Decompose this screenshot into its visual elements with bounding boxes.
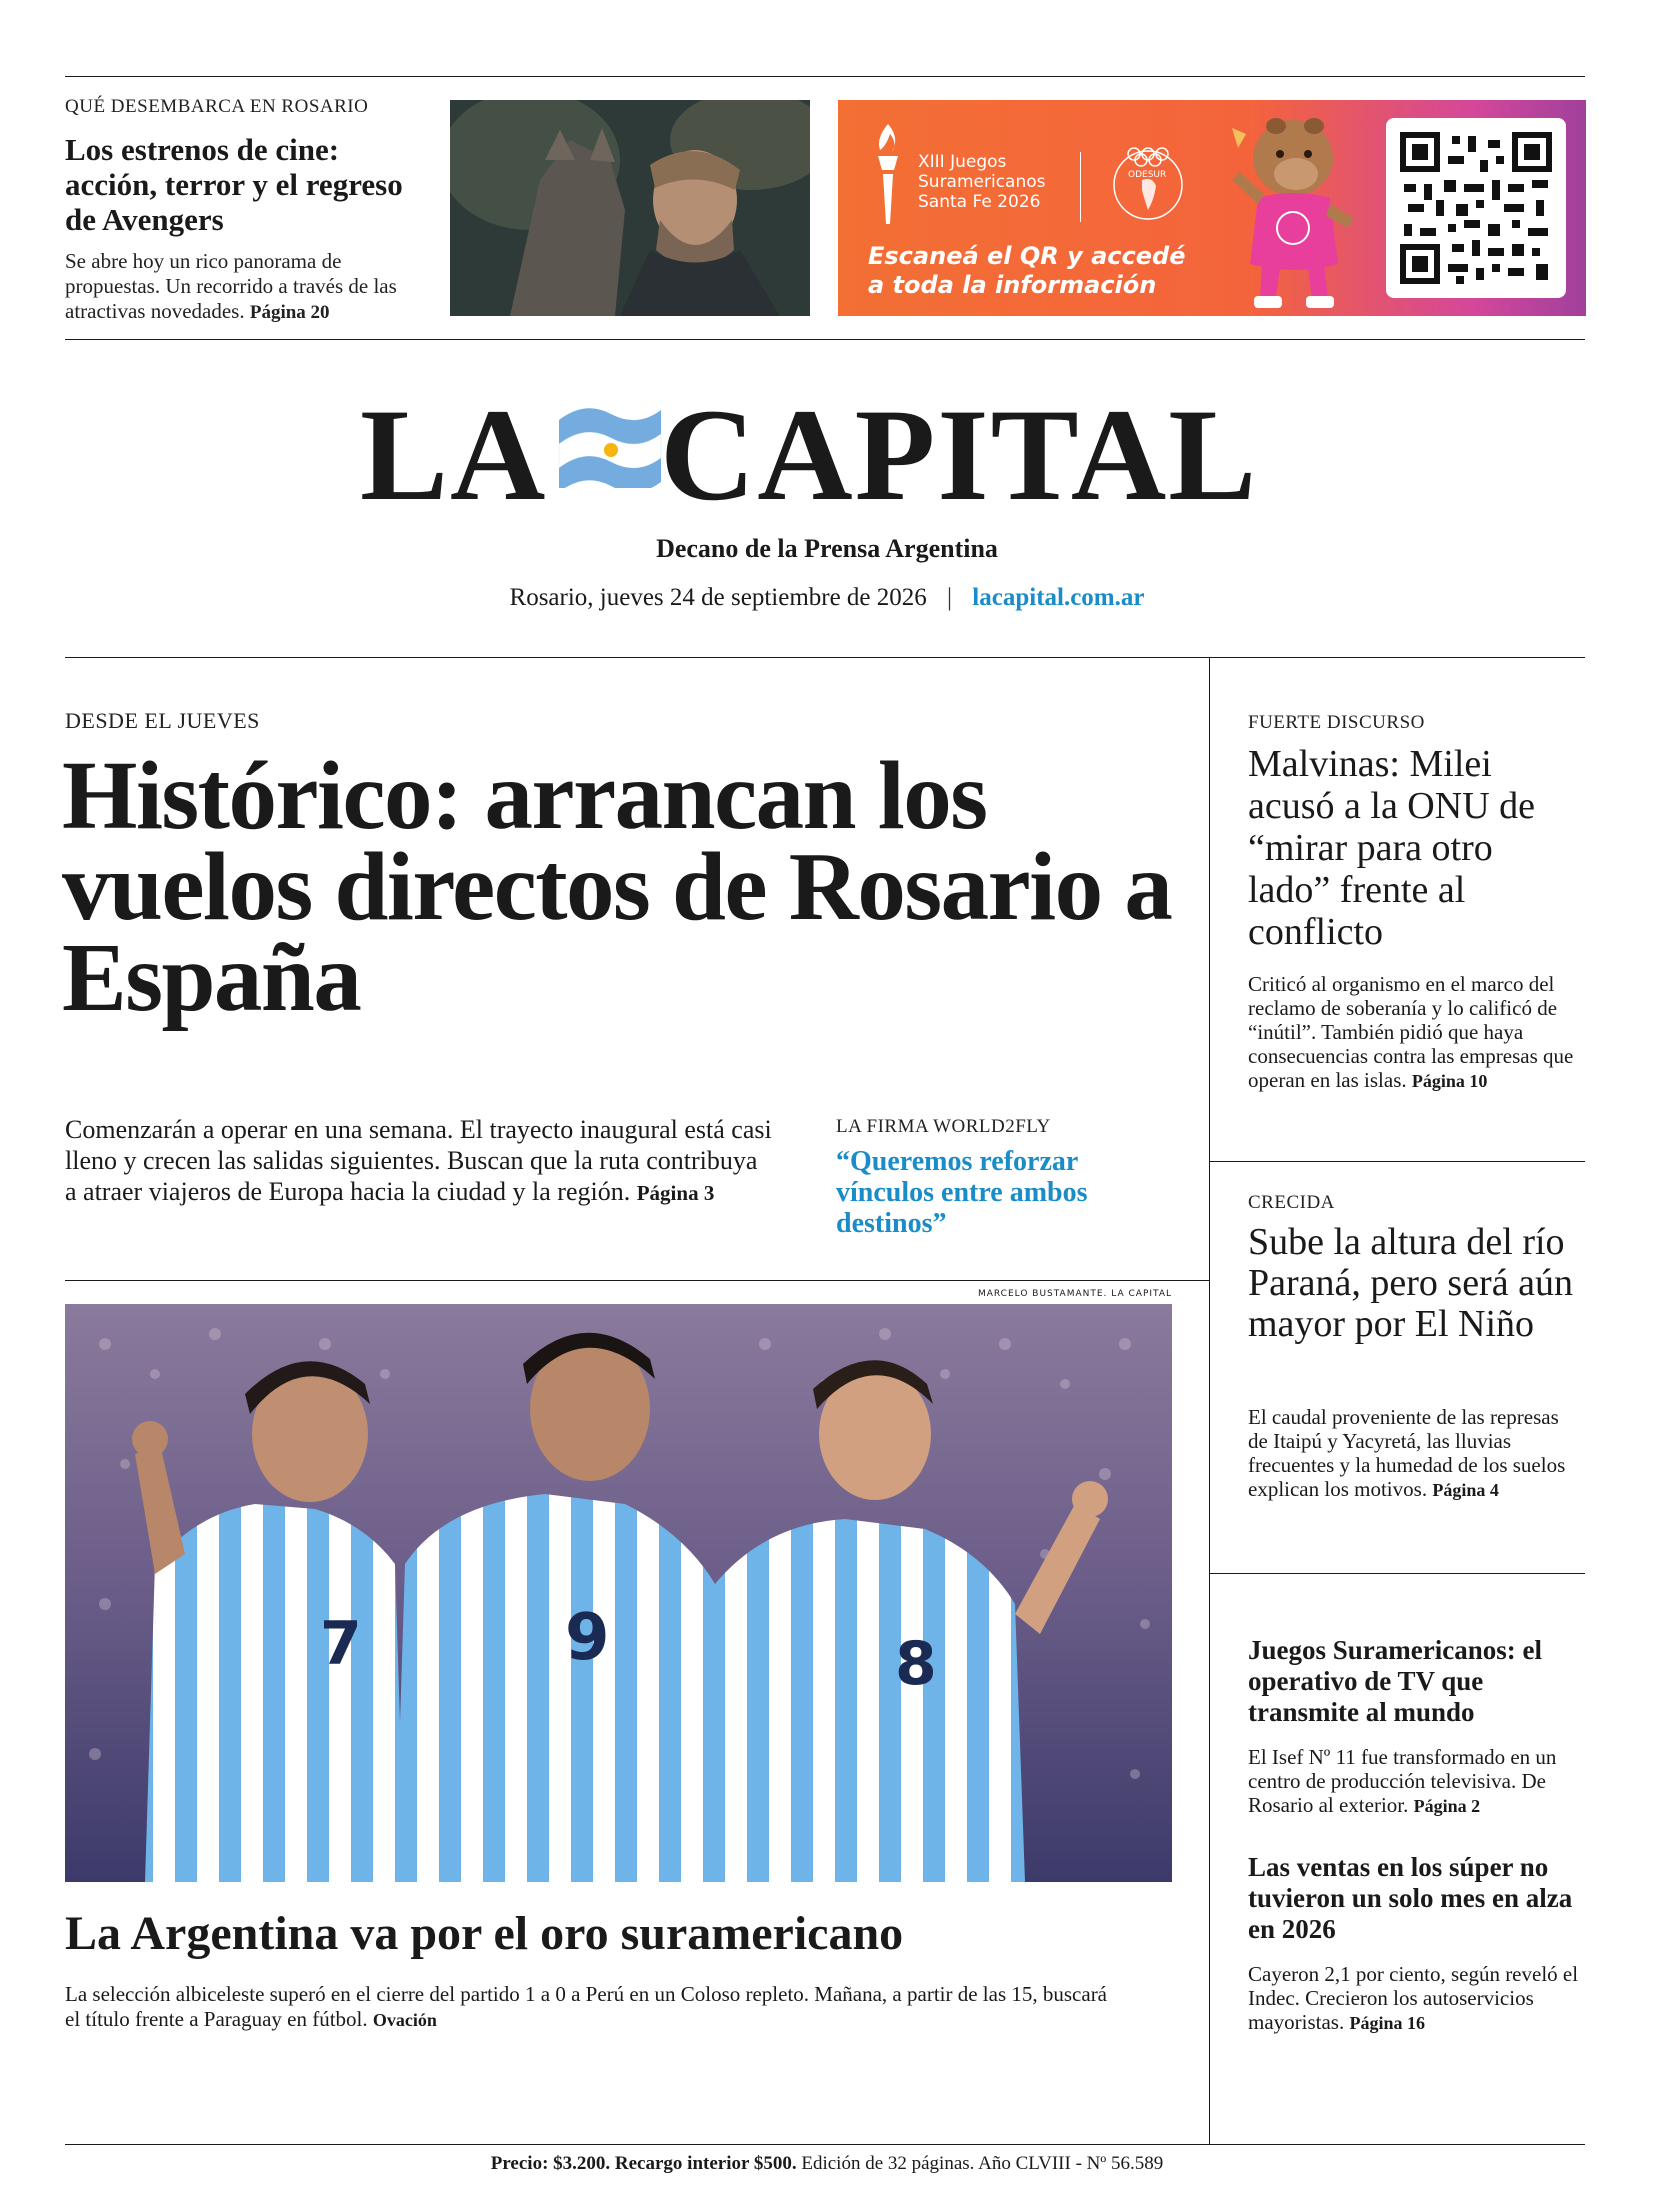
lead-headline[interactable]: Histórico: arrancan los vuelos directos de Rosario a España [62, 742, 1172, 1031]
sidebar-story2-page[interactable]: Página 4 [1432, 1480, 1499, 1500]
masthead-tagline: Decano de la Prensa Argentina [656, 534, 998, 563]
sidebar-story1-summary: Criticó al organismo en el marco del reclamo de soberanía y lo calificó de “inútil”. También pidió que haya consecuencias contra las empresas que operan en las islas. [1248, 972, 1574, 1092]
photo-summary-block [65, 1982, 1125, 2033]
sidebar-story3-summary: El Isef Nº 11 fue transformado en un centro de producción televisiva. De Rosario al exterior. [1248, 1745, 1557, 1817]
masthead-logo[interactable] [360, 381, 1290, 528]
footer-rule [65, 2144, 1585, 2145]
ad-event-line1: XIII Juegos [918, 152, 1007, 172]
lead-page[interactable]: Página 3 [636, 1181, 715, 1205]
movie-photo[interactable] [450, 100, 810, 316]
lead-quote-kicker: LA FIRMA WORLD2FLY [836, 1116, 1051, 1137]
photo-headline[interactable]: La Argentina va por el oro suramericano [65, 1907, 904, 1960]
photo-summary: La selección albiceleste superó en el cierre del partido 1 a 0 a Perú en un Coloso repleto. Mañana, a partir de las 15, buscará el título frente a Paraguay en fútbol. [65, 1982, 1108, 2031]
qr-code[interactable] [1386, 118, 1566, 298]
masthead-title-left: LA [360, 381, 548, 528]
ad-event-line3: Santa Fe 2026 [918, 192, 1041, 212]
sidebar-divider [1209, 658, 1210, 2144]
ad-banner[interactable] [838, 100, 1586, 316]
footer [0, 2153, 1654, 2175]
sidebar-story1-page[interactable]: Página 10 [1411, 1071, 1488, 1091]
masthead-title-right: CAPITAL [660, 381, 1259, 528]
jersey-number-right: 8 [895, 1629, 937, 1699]
top-teaser-summary-block [65, 249, 425, 325]
photo-top-rule [65, 1280, 1210, 1281]
sidebar-story3-page[interactable]: Página 2 [1413, 1796, 1481, 1816]
sidebar-story4-summary-block [1248, 1962, 1588, 2035]
sidebar-story1-headline[interactable]: Malvinas: Milei acusó a la ONU de “mirar para otro lado” frente al conflicto [1248, 743, 1536, 953]
sidebar-story2-headline[interactable]: Sube la altura del río Paraná, pero será aún mayor por El Niño [1248, 1221, 1573, 1345]
sidebar-story3-summary-block [1248, 1745, 1588, 1818]
sidebar-story3-headline[interactable]: Juegos Suramericanos: el operativo de TV que transmite al mundo [1248, 1635, 1542, 1727]
mascot-capybara-illustration [1218, 100, 1368, 316]
ad-org: ODESUR [1128, 170, 1167, 180]
sidebar-rule-1 [1210, 1161, 1585, 1162]
masthead-dateline: Rosario, jueves 24 de septiembre de 2026 [509, 584, 927, 611]
sidebar-story4-summary: Cayeron 2,1 por ciento, según reveló el Indec. Crecieron los autoservicios mayoristas. [1248, 1962, 1579, 2034]
top-teaser[interactable] [65, 96, 425, 325]
top-teaser-kicker: QUÉ DESEMBARCA EN ROSARIO [65, 96, 369, 117]
ad-cta-line1: Escaneá el QR y accedé [868, 242, 1186, 270]
photo-page[interactable]: Ovación [372, 2010, 437, 2030]
lead-kicker: DESDE EL JUEVES [65, 708, 260, 733]
odesur-rings-icon [1098, 130, 1198, 230]
lead-summary: Comenzarán a operar en una semana. El trayecto inaugural está casi lleno y crecen las salidas siguientes. Buscan que la ruta contribuya a atraer viajeros de Europa hacia la ciudad y la región. [65, 1115, 772, 1206]
sidebar-story2-kicker: CRECIDA [1248, 1192, 1335, 1213]
ad-event [918, 152, 1046, 212]
footer-price: Precio: $3.200. Recargo interior $500. [490, 2153, 797, 2174]
lead-quote: “Queremos reforzar vínculos entre ambos destinos” [836, 1146, 1088, 1239]
lead-top-rule [65, 657, 1585, 658]
argentina-flag-icon [555, 398, 665, 488]
sidebar-rule-2 [1210, 1573, 1585, 1574]
sidebar-story4-headline[interactable]: Las ventas en los súper no tuvieron un solo mes en alza en 2026 [1248, 1852, 1573, 1944]
movie-photo-illustration [450, 100, 810, 316]
ad-cta [868, 242, 1186, 300]
sidebar-story2-summary-block [1248, 1405, 1578, 1502]
masthead-top-rule [65, 339, 1585, 340]
ad-event-line2: Suramericanos [918, 172, 1046, 192]
jersey-number-middle: 9 [565, 1601, 610, 1675]
main-photo[interactable] [65, 1304, 1172, 1882]
ad-divider [1080, 152, 1081, 222]
top-teaser-page[interactable]: Página 20 [249, 302, 330, 323]
footer-edition: Edición de 32 páginas. Año CLVIII - Nº 56.589 [801, 2153, 1164, 2174]
odesur-logo [1098, 130, 1198, 230]
photo-credit: MARCELO BUSTAMANTE. LA CAPITAL [977, 1289, 1172, 1299]
top-rule [65, 76, 1585, 77]
qr-code-pattern [1400, 132, 1552, 284]
masthead-dateline-row [0, 584, 1654, 612]
sidebar-story1-kicker: FUERTE DISCURSO [1248, 712, 1425, 733]
masthead-separator: | [947, 584, 953, 611]
lead-summary-block [65, 1114, 775, 1209]
torch-icon [868, 120, 908, 230]
masthead-website-link[interactable]: lacapital.com.ar [972, 584, 1145, 611]
sidebar-story4-page[interactable]: Página 16 [1349, 2013, 1425, 2033]
ad-cta-line2: a toda la información [868, 271, 1157, 299]
top-teaser-headline[interactable]: Los estrenos de cine: acción, terror y el regreso de Avengers [65, 132, 403, 237]
football-players-illustration [65, 1304, 1172, 1882]
top-teaser-summary: Se abre hoy un rico panorama de propuestas. Un recorrido a través de las atractivas novedades. [65, 249, 397, 323]
jersey-number-left: 7 [320, 1609, 362, 1679]
sidebar-story2-summary: El caudal proveniente de las represas de Itaipú y Yacyretá, las lluvias frecuentes y la humedad de los suelos explican los motivos. [1248, 1405, 1566, 1501]
sidebar-story1-summary-block [1248, 972, 1588, 1093]
